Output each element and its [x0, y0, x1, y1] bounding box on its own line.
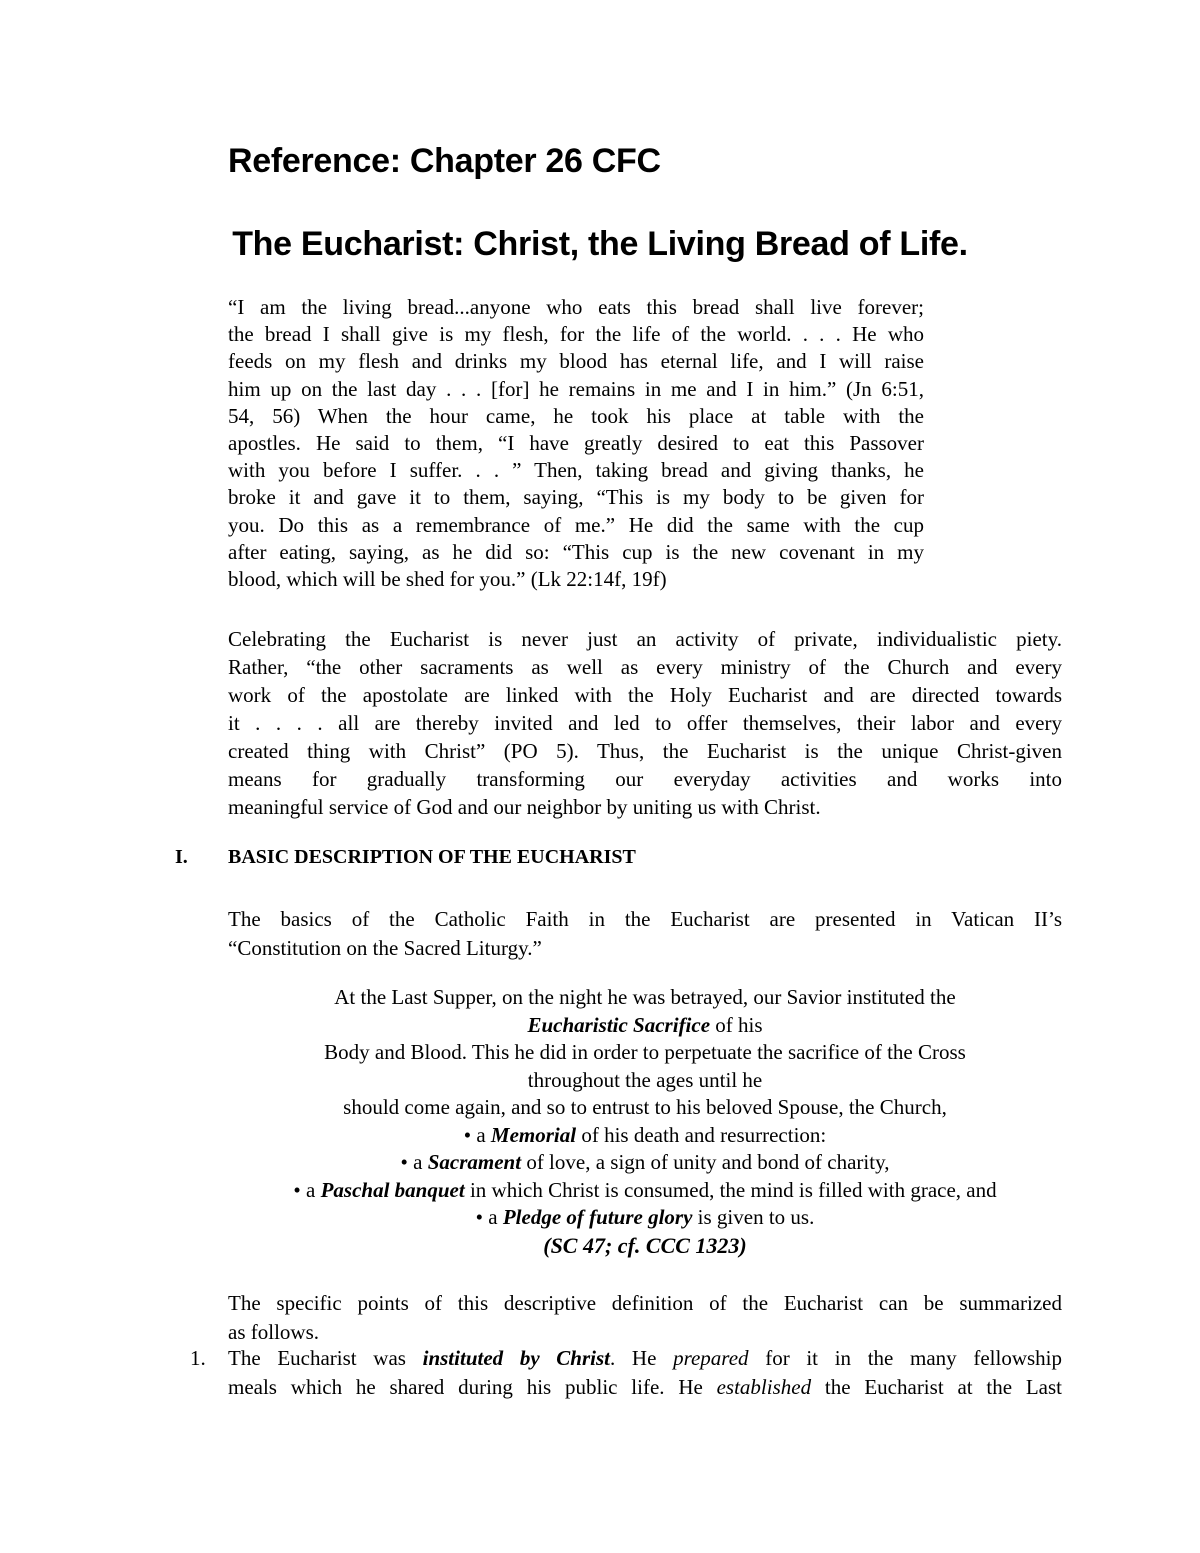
basics-paragraph — [228, 905, 1062, 963]
bullet-icon: • — [293, 1177, 301, 1202]
quote-text: of his death and resurrection: — [576, 1122, 827, 1147]
paragraph-line: “Constitution on the Sacred Liturgy.” — [228, 936, 542, 960]
emphasis-term: Eucharistic Sacrifice — [527, 1012, 711, 1037]
emphasis-term: instituted by Christ — [422, 1346, 611, 1370]
quote-line — [0, 1012, 1200, 1040]
quote-line: At the Last Supper, on the night he was betrayed, our Savior instituted the — [334, 985, 956, 1009]
paragraph-line: work of the apostolate are linked with the Holy Eucharist and are directed towards — [228, 683, 1062, 707]
list-number: 1. — [190, 1346, 206, 1370]
reference-title: Reference: Chapter 26 CFC — [228, 142, 661, 180]
section-number: I. — [175, 846, 188, 868]
paragraph-line: meaningful service of God and our neighbor by uniting us with Christ. — [228, 795, 821, 819]
paragraph-line: created thing with Christ” (PO 5). Thus, the Eucharist is the unique Christ-given — [228, 739, 1062, 763]
quote-line: blood, which will be shed for you.” (Lk 22:14f, 19f) — [228, 567, 667, 592]
quote-line: 54, 56) When the hour came, he took his place at table with the — [228, 403, 924, 428]
quote-text: of love, a sign of unity and bond of charity, — [521, 1150, 890, 1174]
numbered-item — [190, 1344, 1062, 1402]
list-text: for it in the many fellowship — [748, 1346, 1062, 1370]
quote-line: “I am the living bread...anyone who eats this bread shall live forever; — [228, 295, 924, 319]
quote-text: a — [483, 1205, 503, 1229]
bullet-icon: • — [475, 1205, 484, 1229]
emphasis-term: Sacrament — [427, 1150, 522, 1174]
bullet-line — [0, 1204, 1200, 1232]
list-text: The Eucharist was — [228, 1346, 423, 1370]
citation: (SC 47; cf. CCC 1323) — [543, 1232, 747, 1258]
quote-line: him up on the last day . . . [for] he remains in me and I in him.” (Jn 6:51, — [228, 376, 924, 401]
paragraph-line: as follows. — [228, 1320, 319, 1344]
quote-line: broke it and gave it to them, saying, “This is my body to be given for — [228, 485, 924, 510]
scripture-quote — [228, 294, 924, 593]
quote-text: in which Christ is consumed, the mind is filled with grace, and — [464, 1177, 997, 1202]
bullet-line — [0, 1122, 1200, 1150]
quote-text: of his — [710, 1012, 763, 1037]
quote-text: is given to us. — [692, 1205, 815, 1229]
document-title: The Eucharist: Christ, the Living Bread of Life. — [232, 225, 968, 263]
quote-text: a — [407, 1150, 428, 1174]
quote-line: throughout the ages until he — [527, 1067, 763, 1092]
bullet-line — [0, 1177, 1200, 1205]
list-text: meals which he shared during his public life. He — [228, 1375, 717, 1399]
quote-text: a — [300, 1177, 321, 1202]
sacrosanctum-concilium-quote — [0, 984, 1200, 1259]
quote-line: you. Do this as a remembrance of me.” He did the same with the cup — [228, 512, 924, 537]
emphasis-term: prepared — [673, 1346, 749, 1370]
paragraph-line: The basics of the Catholic Faith in the Eucharist are presented in Vatican II’s — [228, 907, 1062, 931]
list-item-line — [228, 1373, 1062, 1402]
specific-points-paragraph — [228, 1289, 1062, 1347]
bullet-icon: • — [463, 1122, 472, 1147]
list-item-line — [228, 1344, 1062, 1373]
quote-line: Body and Blood. This he did in order to perpetuate the sacrifice of the Cross — [324, 1040, 966, 1064]
quote-line: apostles. He said to them, “I have greatly desired to eat this Passover — [228, 431, 924, 456]
emphasis-term: established — [716, 1375, 812, 1399]
emphasis-term: Paschal banquet — [320, 1177, 465, 1202]
celebrating-paragraph — [228, 625, 1062, 821]
paragraph-line: it . . . . all are thereby invited and led to offer themselves, their labor and every — [228, 711, 1062, 735]
list-text: the Eucharist at the Last — [811, 1375, 1062, 1399]
emphasis-term: Memorial — [490, 1122, 577, 1147]
quote-line: should come again, and so to entrust to his beloved Spouse, the Church, — [343, 1095, 947, 1119]
paragraph-line: Rather, “the other sacraments as well as every ministry of the Church and every — [228, 655, 1062, 679]
quote-line: after eating, saying, as he did so: “This cup is the new covenant in my — [228, 539, 924, 564]
list-item-body — [228, 1344, 1062, 1402]
bullet-line — [0, 1149, 1200, 1177]
bullet-icon: • — [400, 1150, 408, 1174]
section-title: BASIC DESCRIPTION OF THE EUCHARIST — [228, 846, 636, 868]
paragraph-line: The specific points of this descriptive definition of the Eucharist can be summarized — [228, 1291, 1062, 1315]
emphasis-term: Pledge of future glory — [502, 1205, 693, 1229]
quote-line: with you before I suffer. . . ” Then, taking bread and giving thanks, he — [228, 458, 924, 483]
quote-line: feeds on my flesh and drinks my blood has eternal life, and I will raise — [228, 349, 924, 374]
quote-text: a — [471, 1122, 491, 1147]
paragraph-line: Celebrating the Eucharist is never just an activity of private, individualistic piety. — [228, 627, 1062, 651]
list-text: . He — [610, 1346, 674, 1370]
paragraph-line: means for gradually transforming our everyday activities and works into — [228, 767, 1062, 791]
quote-line: the bread I shall give is my flesh, for the life of the world. . . . He who — [228, 322, 924, 347]
